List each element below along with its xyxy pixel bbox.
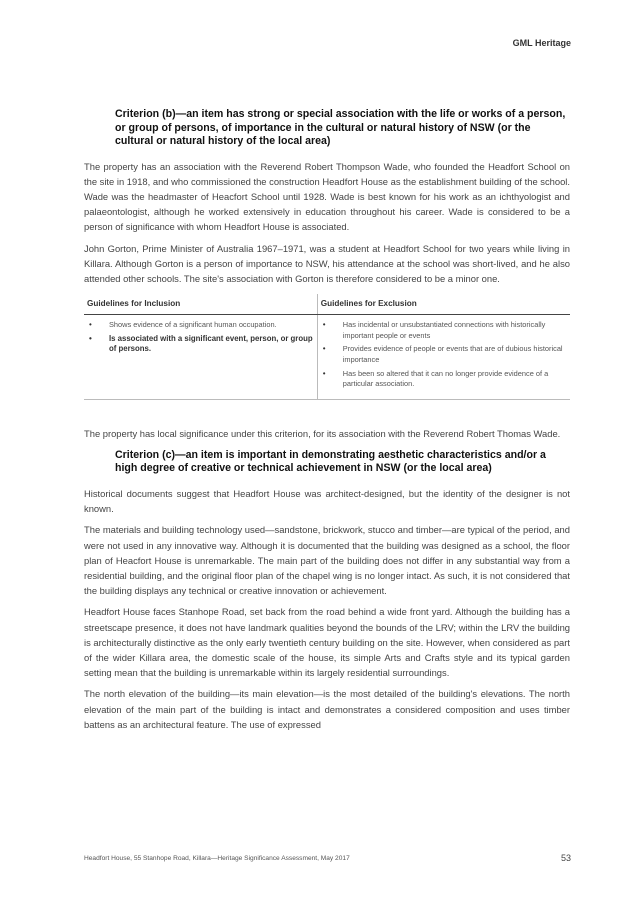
paragraph: Historical documents suggest that Headfort House was architect-designed, but the identity of the designer is not known. <box>84 487 570 515</box>
criterion-b-heading: Criterion (b)—an item has strong or special association with the life or works of a person, or group of persons, of importance in the cultural or natural history of NSW (or the cultural or natural history of the local area) <box>115 108 566 147</box>
guidelines-table <box>84 294 570 400</box>
table-row <box>84 315 570 400</box>
list-item: • Is associated with a significant event, person, or group of persons. <box>87 334 313 355</box>
criterion-c-heading: Criterion (c)—an item is important in demonstrating aesthetic characteristics and/or a high degree of creative or technical achievement in NSW (or the local area) <box>115 448 546 475</box>
running-header: GML Heritage <box>512 38 571 48</box>
list-item: • Has been so altered that it can no longer provide evidence of a particular association. <box>321 369 566 390</box>
paragraph: The property has an association with the Reverend Robert Thompson Wade, who founded the Headfort School on the site in 1918, and who commissioned the construction Headfort House as the establishment building of the school. Wade was the headmaster of Heacfort School until 1928. Wade is best known for his work as an ichthyologist and palaeontologist, although he worked extensively in education throughout his career. Wade is considered to be a person of significance with whom Headfort House is associated. <box>84 160 570 233</box>
table-header-row <box>84 294 570 315</box>
paragraph: The materials and building technology used—sandstone, brickwork, stucco and timber—are typical of the period, and were not used in any innovative way. Although it is documented that the building was designed as a school, the floor plan of Heacfort House is unremarkable. The main part of the building does not differ in any substantial way from a residential building, and the original floor plan of the chapel wing is no longer intact. As such, it is not considered that the building displays any technical or creative innovation or achievement. <box>84 524 570 597</box>
footer-text: Headfort House, 55 Stanhope Road, Killara—Heritage Significance Assessment, May 2017 <box>84 855 350 862</box>
inclusion-list <box>87 320 313 355</box>
list-item: • Shows evidence of a significant human occupation. <box>87 320 313 331</box>
page-number: 53 <box>560 853 571 863</box>
inclusion-cell <box>84 315 317 400</box>
col-header-exclusion: Guidelines for Exclusion <box>317 294 570 315</box>
col-header-inclusion: Guidelines for Inclusion <box>84 294 317 315</box>
exclusion-cell <box>317 315 570 400</box>
paragraph: The north elevation of the building—its main elevation—is the most detailed of the building's elevations. The north elevation of the main part of the building is intact and demonstrates a considered composition and uses timber battens as an architectural feature. The use of expressed <box>84 688 570 730</box>
list-item: • Provides evidence of people or events that are of dubious historical importance <box>321 344 566 365</box>
paragraph: Headfort House faces Stanhope Road, set back from the road behind a wide front yard. Although the building has a streetscape presence, it does not have landmark qualities beyond the bounds of the LRV; within the LRV the building is architecturally distinctive as the only early twentieth century building on the site. However, when considered as part of the wider Killara area, the domestic scale of the house, its simple Arts and Crafts style and its typical garden setting mean that the building is unremarkable within its largely residential surroundings. <box>84 606 570 679</box>
exclusion-list <box>321 320 566 390</box>
list-item: • Has incidental or unsubstantiated connections with historically important people or events <box>321 320 566 341</box>
paragraph: The property has local significance under this criterion, for its association with the Reverend Robert Thomas Wade. <box>84 427 561 439</box>
page-content <box>84 108 570 738</box>
paragraph: John Gorton, Prime Minister of Australia 1967–1971, was a student at Headfort School for two years while living in Killara. Although Gorton is a person of importance to NSW, his attendance at the school was short-lived, and he also attended other schools. The site's association with Gorton is therefore considered to be a minor one. <box>84 242 570 284</box>
